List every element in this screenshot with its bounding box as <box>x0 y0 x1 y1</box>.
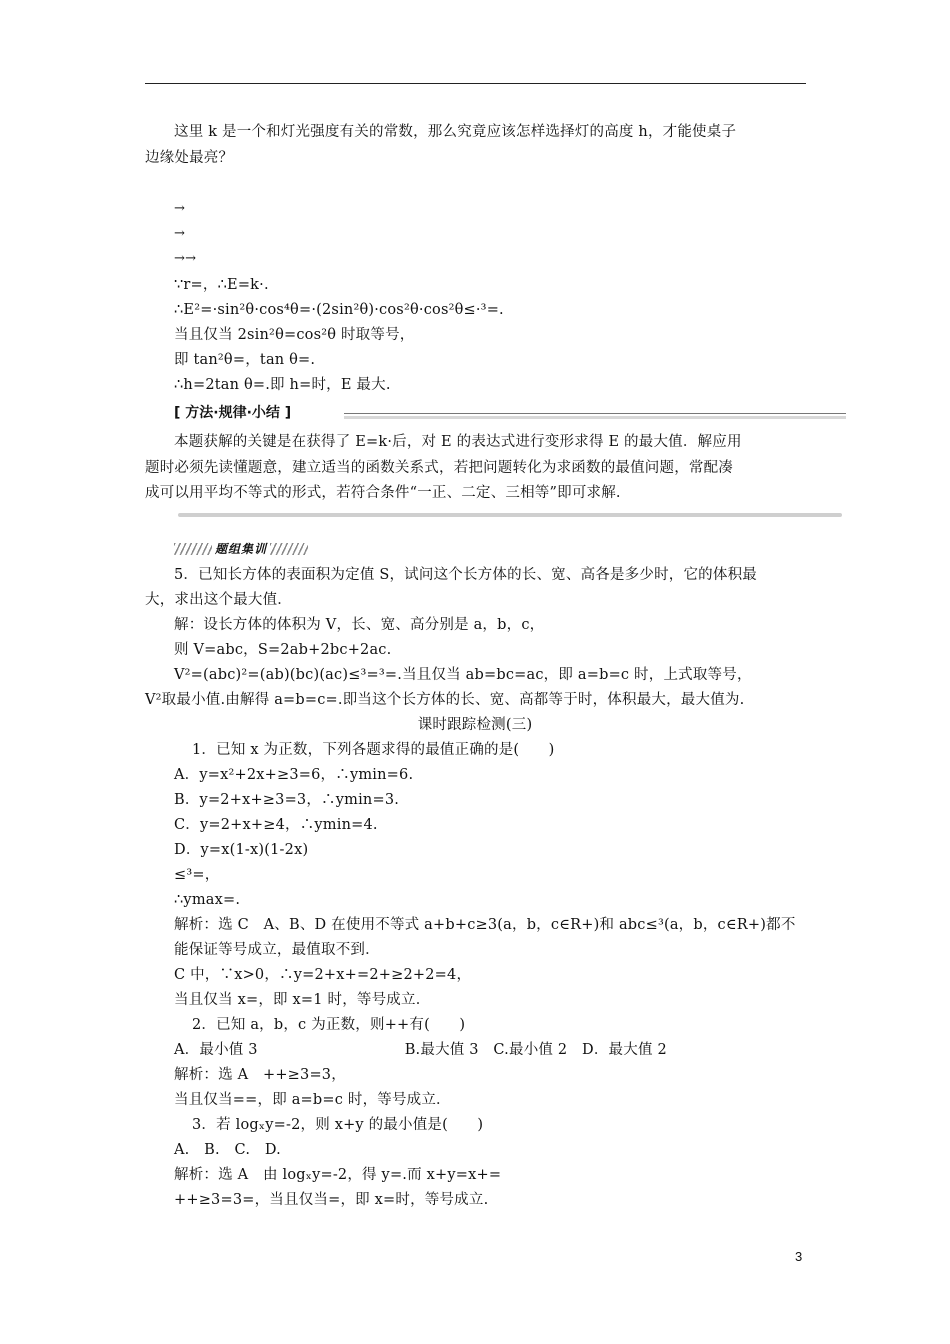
q2-line: 2．已知 a，b，c 为正数，则++有( ) <box>192 1017 466 1033</box>
derivation-line: ∵r=，∴E=k·. <box>174 277 269 293</box>
q2-analysis: 解析：选 A ++≥3=3， <box>174 1067 346 1083</box>
intro-line-1: 这里 k 是一个和灯光强度有关的常数，那么究竟应该怎样选择灯的高度 h，才能使桌子 <box>174 124 737 140</box>
page-number: 3 <box>795 1249 803 1264</box>
method-text-line: 成可以用平均不等式的形式，若符合条件“一正、二定、三相等”即可求解. <box>145 485 621 501</box>
method-summary-label: [ 方法·规律·小结 ] <box>174 405 292 421</box>
q5-line: 大，求出这个最大值． <box>145 592 292 608</box>
group-practice-title: 题组集训 <box>215 542 268 556</box>
hatch-decoration <box>174 543 212 555</box>
derivation-line: 即 tan²θ=，tan θ=. <box>174 352 316 368</box>
q1-option: D．y=x(1-x)(1-2x) <box>174 842 309 858</box>
q5-line: V²取最小值.由解得 a=b=c=.即当这个长方体的长、宽、高都等于时，体积最大，最大值为. <box>145 692 745 708</box>
q1-line: ∴ymax=. <box>174 892 241 908</box>
section-title: 课时跟踪检测(三) <box>417 717 533 733</box>
q1-analysis: 当且仅当 x=，即 x=1 时，等号成立． <box>174 992 431 1008</box>
q5-line: 5．已知长方体的表面积为定值 S，试问这个长方体的长、宽、高各是多少时，它的体积最 <box>174 567 757 583</box>
derivation-line: ∴h=2tan θ=.即 h=时，E 最大. <box>174 377 391 393</box>
header-rule <box>145 83 806 84</box>
q3-analysis: 解析：选 A 由 logₓy=-2，得 y=.而 x+y=x+= <box>174 1167 502 1183</box>
q5-line: 则 V=abc，S=2ab+2bc+2ac. <box>174 642 392 658</box>
derivation-line: 当且仅当 2sin²θ=cos²θ 时取等号， <box>174 327 415 343</box>
intro-line-2: 边缘处最亮？ <box>145 150 234 166</box>
group-practice-banner <box>174 538 308 554</box>
q2-analysis: 当且仅当==，即 a=b=c 时，等号成立． <box>174 1092 451 1108</box>
method-text-line: 本题获解的关键是在获得了 E=k·后，对 E 的表达式进行变形求得 E 的最大值．解应用 <box>174 434 742 450</box>
q5-line: V²=(abc)²=(ab)(bc)(ac)≤³=³=.当且仅当 ab=bc=ac，即 a=b=c 时，上式取等号， <box>174 667 752 683</box>
q1-analysis: 解析：选 C A、B、D 在使用不等式 a+b+c≥3(a，b，c∈R+)和 abc≤³(a，b，c∈R+)都不 <box>174 917 796 933</box>
method-bottom-bar <box>178 513 842 517</box>
hatch-decoration <box>270 543 308 555</box>
q1-option: B．y=2+x+≥3=3，∴ymin=3. <box>174 792 400 808</box>
method-text-line: 题时必须先读懂题意，建立适当的函数关系式，若把问题转化为求函数的最值问题，常配凑 <box>145 460 733 476</box>
vector-arrow: → <box>174 226 186 241</box>
q1-line: 1．已知 x 为正数，下列各题求得的最值正确的是( ) <box>192 742 555 758</box>
q1-analysis: C 中，∵x>0，∴y=2+x+=2+≥2+2=4， <box>174 967 472 983</box>
vector-arrow: →→ <box>174 251 197 266</box>
q2-options: A．最小值 3 B.最大值 3 C.最小值 2 D．最大值 2 <box>174 1042 667 1058</box>
q3-options: A. B. C. D. <box>174 1142 281 1158</box>
q1-option: C．y=2+x+≥4，∴ymin=4. <box>174 817 378 833</box>
q3-line: 3．若 logₓy=-2，则 x+y 的最小值是( ) <box>192 1117 484 1133</box>
q3-analysis: ++≥3=3=，当且仅当=，即 x=时，等号成立. <box>174 1192 489 1208</box>
q1-line: ≤³=， <box>174 867 220 883</box>
q1-option: A．y=x²+2x+≥3=6，∴ymin=6. <box>174 767 414 783</box>
derivation-line: ∴E²=·sin²θ·cos⁴θ=·(2sin²θ)·cos²θ·cos²θ≤·³=. <box>174 302 504 318</box>
vector-arrow: → <box>174 201 186 216</box>
method-top-rule <box>344 413 846 414</box>
q1-analysis: 能保证等号成立，最值取不到． <box>174 942 380 958</box>
q5-line: 解：设长方体的体积为 V，长、宽、高分别是 a，b，c， <box>174 617 545 633</box>
